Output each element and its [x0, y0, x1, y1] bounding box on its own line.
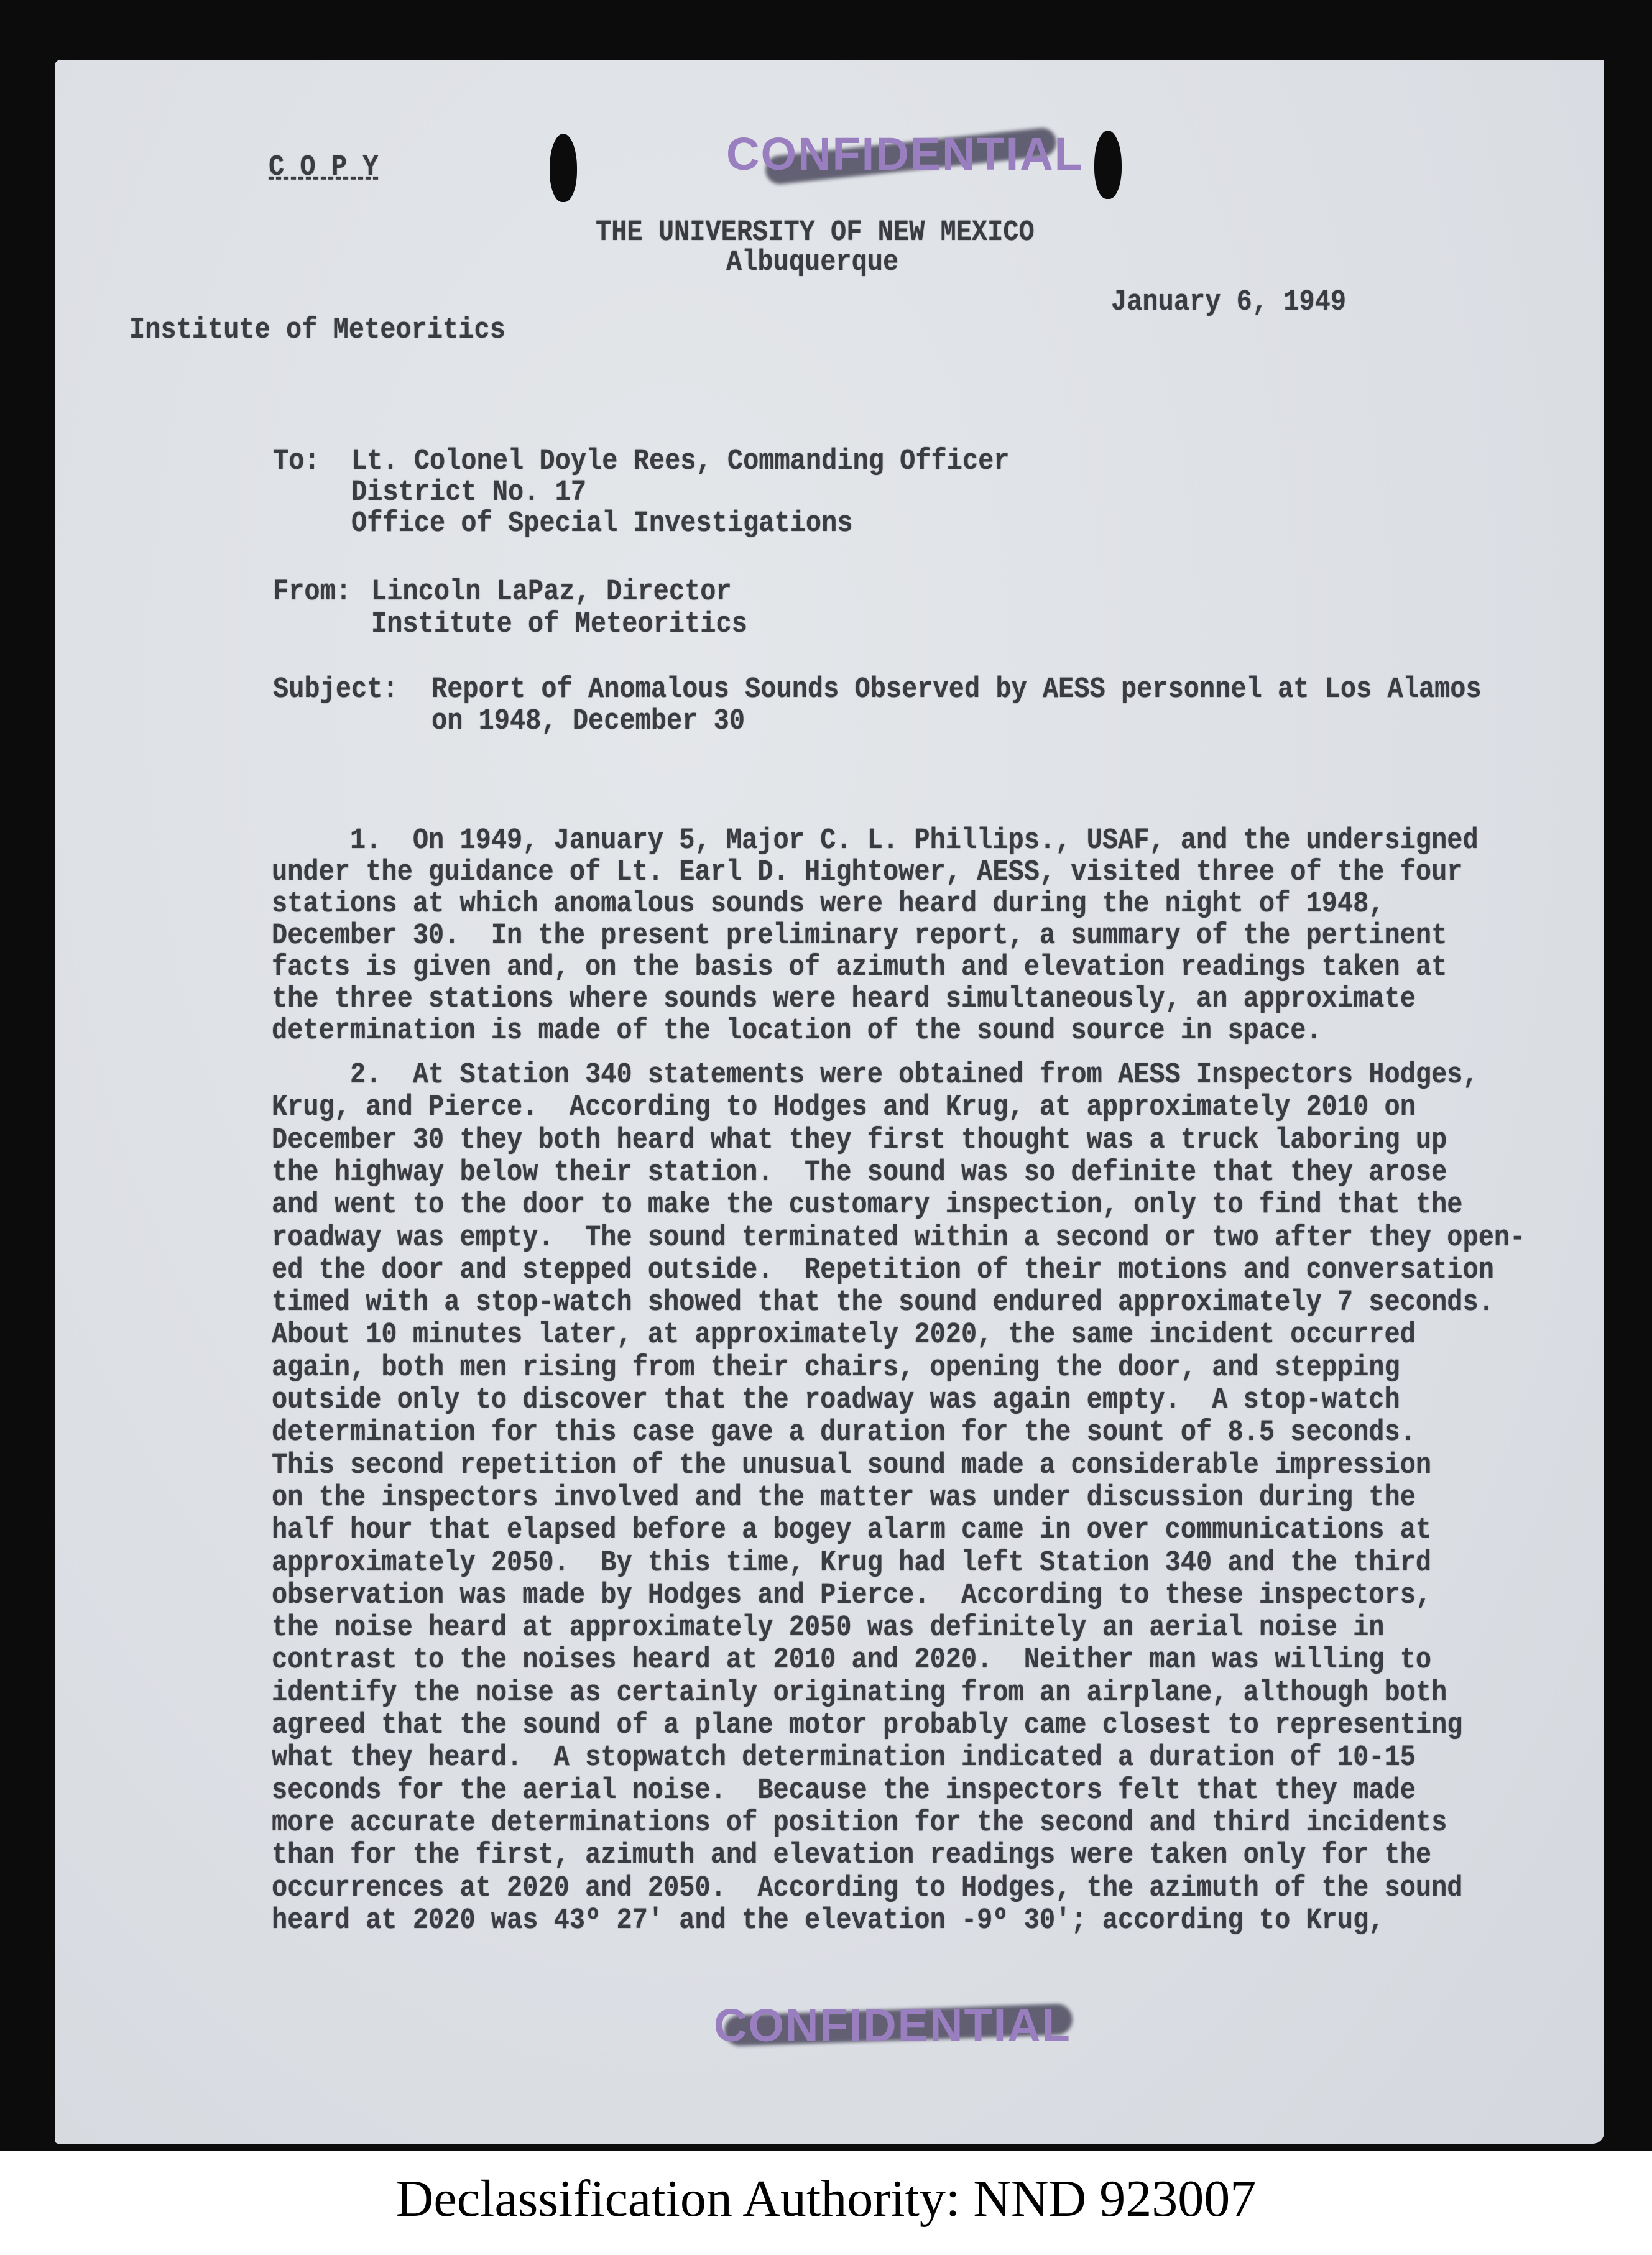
body-line: under the guidance of Lt. Earl D. Hightower, AESS, visited three of the four — [272, 855, 1463, 889]
subject-line: on 1948, December 30 — [431, 704, 745, 738]
body-line: on the inspectors involved and the matter was under discussion during the — [272, 1480, 1416, 1515]
university-name: THE UNIVERSITY OF NEW MEXICO — [596, 215, 1035, 249]
subject-label: Subject: — [273, 672, 399, 706]
body-line: Krug, and Pierce. According to Hodges and Krug, at approximately 2010 on — [272, 1090, 1416, 1124]
body-line: December 30 they both heard what they first thought was a truck laboring up — [272, 1123, 1447, 1156]
confidential-stamp-top: CONFIDENTIAL — [726, 128, 1084, 180]
body-line: what they heard. A stopwatch determination indicated a duration of 10-15 — [272, 1740, 1416, 1774]
body-line: facts is given and, on the basis of azimuth and elevation readings taken at — [272, 950, 1447, 984]
body-line: and went to the door to make the customary inspection, only to find that the — [272, 1187, 1463, 1222]
body-line: 1. On 1949, January 5, Major C. L. Phillips., USAF, and the undersigned — [272, 823, 1479, 857]
body-line: the noise heard at approximately 2050 was definitely an aerial noise in — [272, 1610, 1385, 1644]
to-line: District No. 17 — [351, 475, 587, 509]
body-line: seconds for the aerial noise. Because the inspectors felt that they made — [272, 1773, 1416, 1807]
body-line: December 30. In the present preliminary report, a summary of the pertinent — [272, 918, 1447, 952]
body-line: agreed that the sound of a plane motor probably came closest to representing — [272, 1708, 1463, 1742]
body-line: again, both men rising from their chairs, opening the door, and stepping — [272, 1350, 1400, 1385]
city: Albuquerque — [726, 245, 899, 279]
body-line: determination for this case gave a duration for the sount of 8.5 seconds. — [272, 1415, 1416, 1449]
body-line: 2. At Station 340 statements were obtained from AESS Inspectors Hodges, — [272, 1058, 1479, 1092]
body-line: the highway below their station. The sound was so definite that they arose — [272, 1155, 1447, 1189]
body-line: ed the door and stepped outside. Repetition of their motions and conversation — [272, 1253, 1494, 1287]
body-line: identify the noise as certainly originating from an airplane, although both — [272, 1676, 1447, 1710]
letter-date: January 6, 1949 — [1111, 285, 1347, 319]
body-line: heard at 2020 was 43º 27' and the elevation -9º 30'; according to Krug, — [272, 1903, 1385, 1937]
body-line: This second repetition of the unusual sound made a considerable impression — [272, 1448, 1432, 1482]
punch-hole — [550, 134, 577, 202]
from-label: From: — [273, 574, 352, 609]
to-label: To: — [273, 444, 320, 478]
body-line: About 10 minutes later, at approximately 2020, the same incident occurred — [272, 1318, 1416, 1352]
subject-line: Report of Anomalous Sounds Observed by AESS personnel at Los Alamos — [431, 672, 1482, 706]
body-line: the three stations where sounds were heard simultaneously, an approximate — [272, 982, 1416, 1016]
body-line: determination is made of the location of the sound source in space. — [272, 1013, 1322, 1048]
body-line: observation was made by Hodges and Pierce. According to these inspectors, — [272, 1578, 1432, 1612]
body-line: contrast to the noises heard at 2010 and 2020. Neither man was willing to — [272, 1643, 1432, 1677]
body-line: occurrences at 2020 and 2050. According to Hodges, the azimuth of the sound — [272, 1871, 1463, 1904]
body-line: than for the first, azimuth and elevation readings were taken only for the — [272, 1838, 1432, 1872]
body-line: timed with a stop-watch showed that the sound endured approximately 7 seconds. — [272, 1285, 1494, 1319]
confidential-stamp-bottom: CONFIDENTIAL — [714, 1999, 1071, 2051]
punch-hole — [1094, 131, 1122, 199]
body-line: more accurate determinations of position for the second and third incidents — [272, 1805, 1447, 1840]
to-line: Lt. Colonel Doyle Rees, Commanding Officer — [351, 444, 1010, 478]
body-line: roadway was empty. The sound terminated within a second or two after they open- — [272, 1220, 1526, 1254]
from-line: Institute of Meteoritics — [371, 607, 747, 641]
declassification-caption: Declassification Authority: NND 923007 — [395, 2170, 1257, 2228]
department: Institute of Meteoritics — [129, 313, 505, 347]
body-line: half hour that elapsed before a bogey alarm came in over communications at — [272, 1513, 1432, 1547]
copy-mark: C O P Y — [269, 150, 379, 184]
body-line: approximately 2050. By this time, Krug had left Station 340 and the third — [272, 1546, 1432, 1579]
from-line: Lincoln LaPaz, Director — [371, 574, 732, 609]
to-line: Office of Special Investigations — [351, 506, 853, 540]
body-line: stations at which anomalous sounds were heard during the night of 1948, — [272, 887, 1385, 921]
body-line: outside only to discover that the roadway was again empty. A stop-watch — [272, 1383, 1400, 1417]
